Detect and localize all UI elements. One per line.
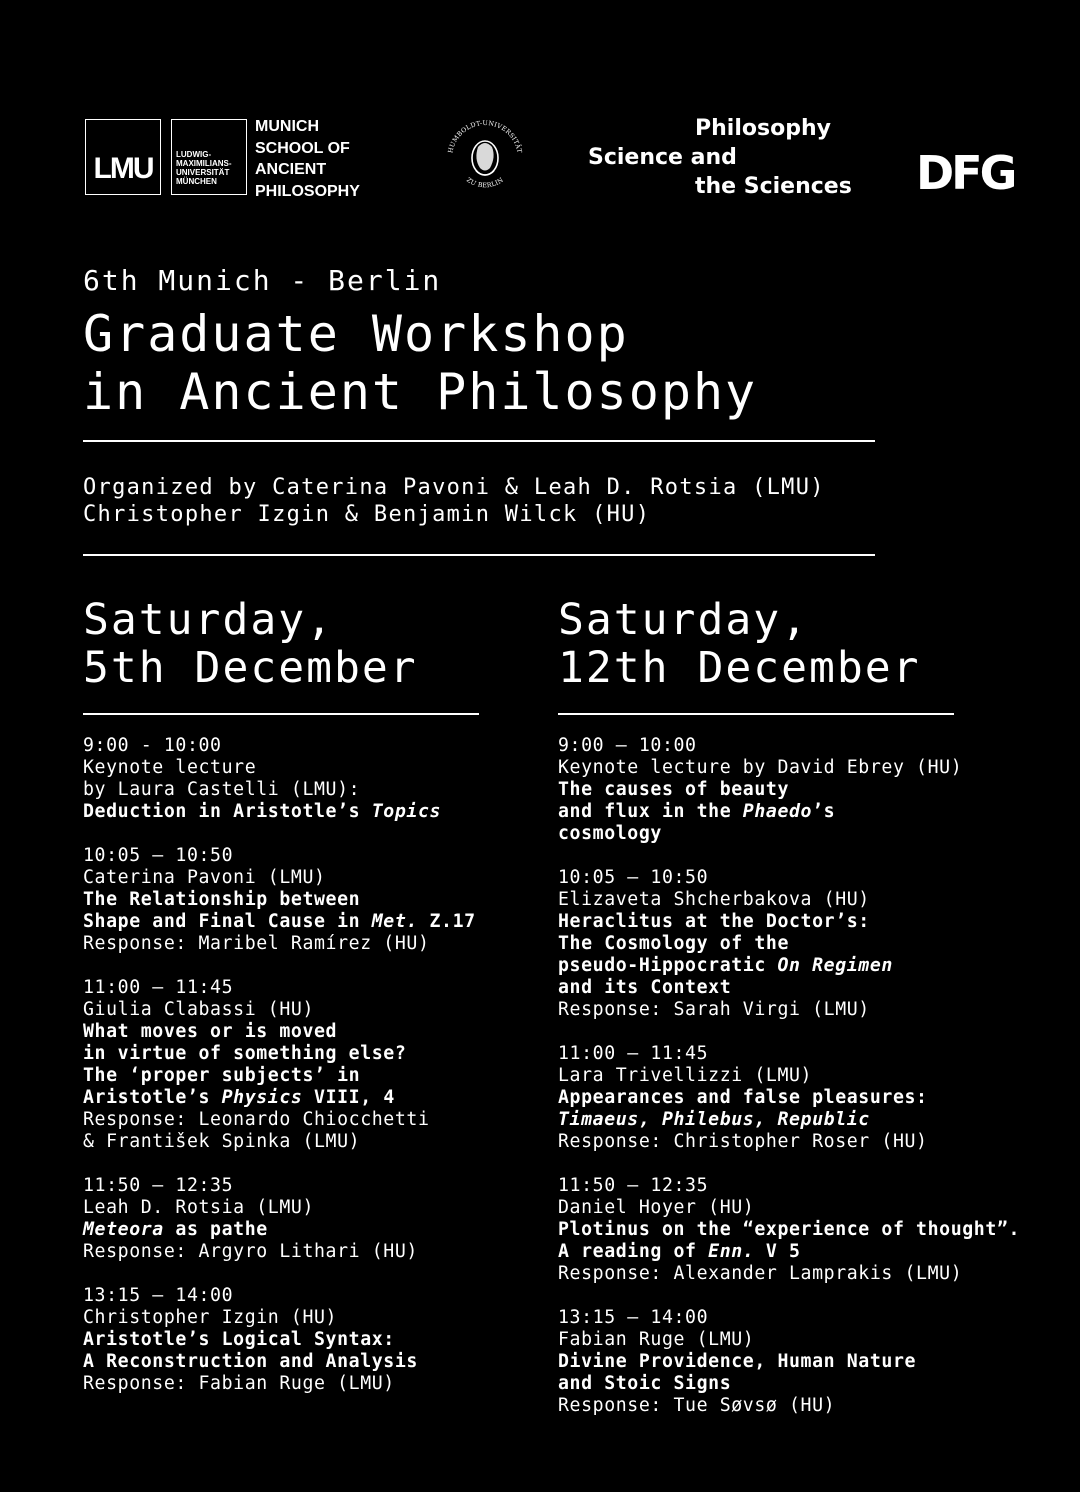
- session-title: [558, 933, 1020, 955]
- session-time: 9:00 – 10:00: [558, 735, 697, 756]
- session-title-segment: Divine Providence, Human Nature: [558, 1351, 917, 1372]
- logo-bar: LMU LUDWIG- MAXIMILIANS- UNIVERSITÄT MÜNCHEN MUNICH SCHOOL OF ANCIENT PHILOSOPHY HUMBOLDT-UNIVERSITÄT ZU BERLIN Philosophy Science and the Sciences DFG: [0, 0, 1080, 240]
- divider: [83, 713, 479, 715]
- seal-bottom-text: ZU BERLIN: [464, 176, 506, 190]
- session-response: & František Spinka (LMU): [83, 1131, 361, 1152]
- session-title: [83, 1087, 476, 1109]
- session-title-segment: Z.17: [417, 911, 476, 932]
- schedule-day-2: [558, 735, 1020, 1439]
- session-time: 13:15 – 14:00: [83, 1285, 234, 1306]
- session-time: 11:00 – 11:45: [558, 1043, 709, 1064]
- session-title-segment: Topics: [371, 801, 442, 822]
- session-title-segment: as pathe: [163, 1219, 268, 1240]
- session-speaker: Leah D. Rotsia (LMU): [83, 1197, 314, 1218]
- session-speaker: Lara Trivellizzi (LMU): [558, 1065, 813, 1086]
- divider: [558, 713, 954, 715]
- session: [83, 735, 476, 823]
- session: [558, 1175, 1020, 1285]
- session-title: [558, 977, 1020, 999]
- session-title: [558, 1219, 1020, 1241]
- session: [83, 977, 476, 1153]
- session-response: Response: Maribel Ramírez (HU): [83, 933, 430, 954]
- session-title-segment: A Reconstruction and Analysis: [83, 1351, 418, 1372]
- session-time: 10:05 – 10:50: [558, 867, 709, 888]
- session-title-segment: in virtue of something else?: [83, 1043, 407, 1064]
- session-title: [83, 889, 476, 911]
- session-title-segment: pseudo-Hippocratic: [558, 955, 778, 976]
- session-title: [558, 1373, 1020, 1395]
- session-title-segment: The ‘proper subjects’ in: [83, 1065, 361, 1086]
- session-title: [83, 1043, 476, 1065]
- session-response: Response: Fabian Ruge (LMU): [83, 1373, 395, 1394]
- session-title-segment: Shape and Final Cause in: [83, 911, 372, 932]
- session-title-segment: ’s: [812, 801, 836, 822]
- session-title-segment: The Relationship between: [83, 889, 361, 910]
- session-title-segment: Plotinus on the “experience of thought”.: [558, 1219, 1020, 1240]
- session-title-segment: and flux in the: [558, 801, 743, 822]
- session-title: [83, 1021, 476, 1043]
- session-time: 9:00 - 10:00: [83, 735, 222, 756]
- session-title-segment: Aristotle’s: [83, 1087, 222, 1108]
- session-speaker: Giulia Clabassi (HU): [83, 999, 314, 1020]
- session-speaker: Caterina Pavoni (LMU): [83, 867, 326, 888]
- session-speaker: Elizaveta Shcherbakova (HU): [558, 889, 870, 910]
- session-speaker: by Laura Castelli (LMU):: [83, 779, 361, 800]
- session-title: [83, 1351, 476, 1373]
- divider: [83, 554, 875, 556]
- lmu-logo: LMU: [85, 119, 161, 195]
- session-title-segment: Appearances and false pleasures:: [558, 1087, 928, 1108]
- session-title-segment: and its Context: [558, 977, 732, 998]
- session-speaker: Keynote lecture: [83, 757, 257, 778]
- session-title: [558, 823, 1020, 845]
- session-title: [83, 1219, 476, 1241]
- session-title-segment: Deduction in Aristotle’s: [83, 801, 372, 822]
- session-title: [558, 1241, 1020, 1263]
- session-title-segment: Met.: [371, 911, 418, 932]
- humboldt-seal-icon: [440, 113, 530, 203]
- session-time: 11:00 – 11:45: [83, 977, 234, 998]
- schedule-day-1: [83, 735, 476, 1417]
- organizers: Organized by Caterina Pavoni & Leah D. Rotsia (LMU) Christopher Izgin & Benjamin Wilck (HU): [83, 475, 825, 527]
- session-title-segment: cosmology: [558, 823, 662, 844]
- session-title-segment: On Regimen: [777, 955, 893, 976]
- session-title: [83, 1065, 476, 1087]
- session-title-segment: Phaedo: [742, 801, 813, 822]
- session-title: [83, 1329, 476, 1351]
- session-response: Response: Argyro Lithari (HU): [83, 1241, 418, 1262]
- session-response: Response: Alexander Lamprakis (LMU): [558, 1263, 963, 1284]
- lmu-fullname-logo: LUDWIG- MAXIMILIANS- UNIVERSITÄT MÜNCHEN: [171, 119, 247, 195]
- session-title-segment: Timaeus, Philebus, Republic: [558, 1109, 870, 1130]
- session: [83, 1285, 476, 1395]
- session-title-segment: Enn.: [708, 1241, 755, 1262]
- session-title-segment: Meteora: [83, 1219, 164, 1240]
- session-response: Response: Tue Søvsø (HU): [558, 1395, 836, 1416]
- svg-text:ZU BERLIN: [465, 177, 505, 190]
- session: [558, 735, 1020, 845]
- seal-top-text: HUMBOLDT-UNIVERSITÄT: [447, 119, 523, 154]
- session-title-segment: A reading of: [558, 1241, 709, 1262]
- session-title-segment: Physics: [221, 1087, 303, 1108]
- session-title: [83, 801, 476, 823]
- session-response: Response: Sarah Virgi (LMU): [558, 999, 870, 1020]
- session: [558, 867, 1020, 1021]
- session: [558, 1307, 1020, 1417]
- session-title-segment: The causes of beauty: [558, 779, 789, 800]
- session-speaker: Fabian Ruge (LMU): [558, 1329, 755, 1350]
- session-title: [83, 911, 476, 933]
- divider: [83, 440, 875, 442]
- session-title: [558, 779, 1020, 801]
- session: [83, 845, 476, 955]
- session-response: Response: Leonardo Chiocchetti: [83, 1109, 430, 1130]
- session: [83, 1175, 476, 1263]
- day-heading-2: Saturday, 12th December: [558, 595, 921, 693]
- session-speaker: Christopher Izgin (HU): [83, 1307, 338, 1328]
- session-title: [558, 1087, 1020, 1109]
- session-speaker: Daniel Hoyer (HU): [558, 1197, 755, 1218]
- session-time: 11:50 – 12:35: [83, 1175, 234, 1196]
- session-title: [558, 1109, 1020, 1131]
- session-time: 10:05 – 10:50: [83, 845, 234, 866]
- event-subtitle: 6th Munich - Berlin: [83, 264, 442, 297]
- session-speaker: Keynote lecture by David Ebrey (HU): [558, 757, 963, 778]
- session-title: [558, 911, 1020, 933]
- session-title: [558, 1351, 1020, 1373]
- session-title-segment: VIII, 4: [302, 1087, 395, 1108]
- munich-school-logo: MUNICH SCHOOL OF ANCIENT PHILOSOPHY: [255, 118, 360, 200]
- session-response: Response: Christopher Roser (HU): [558, 1131, 928, 1152]
- event-title: Graduate Workshop in Ancient Philosophy: [83, 305, 758, 421]
- session-title-segment: V 5: [754, 1241, 801, 1262]
- session-title-segment: Heraclitus at the Doctor’s:: [558, 911, 870, 932]
- session-title-segment: The Cosmology of the: [558, 933, 789, 954]
- dfg-logo: DFG: [916, 146, 1015, 200]
- session-time: 13:15 – 14:00: [558, 1307, 709, 1328]
- session-time: 11:50 – 12:35: [558, 1175, 709, 1196]
- session-title-segment: What moves or is moved: [83, 1021, 338, 1042]
- session-title: [558, 955, 1020, 977]
- session-title-segment: Aristotle’s Logical Syntax:: [83, 1329, 395, 1350]
- session: [558, 1043, 1020, 1153]
- day-heading-1: Saturday, 5th December: [83, 595, 418, 693]
- session-title-segment: and Stoic Signs: [558, 1373, 732, 1394]
- session-title: [558, 801, 1020, 823]
